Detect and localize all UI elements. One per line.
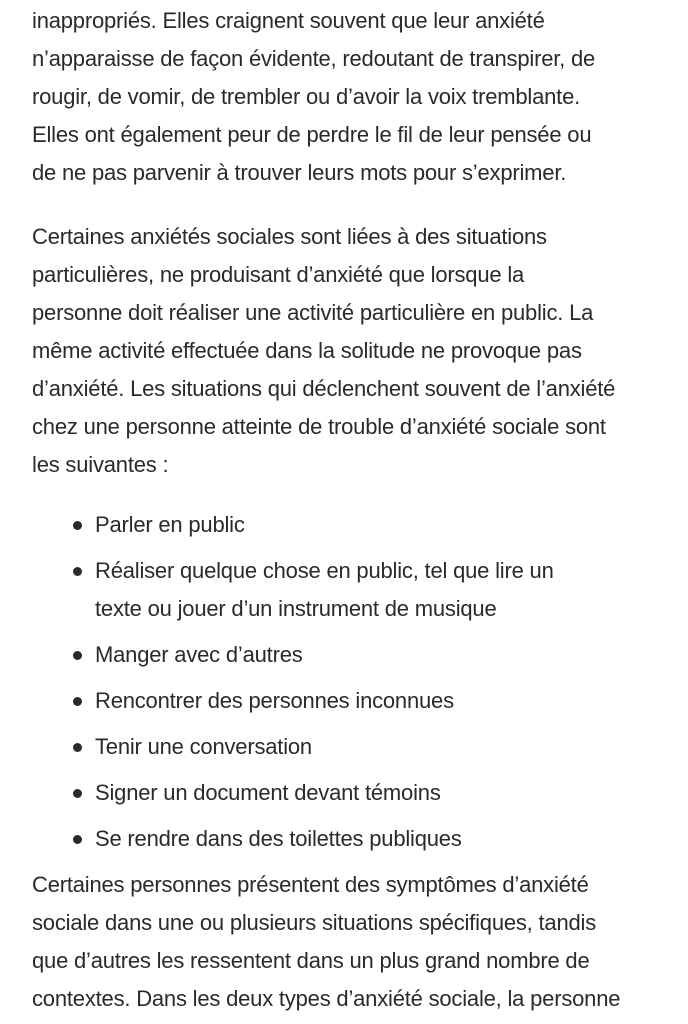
list-item [32, 552, 554, 628]
list-item [32, 820, 554, 858]
bullet-icon [73, 521, 82, 530]
text-line: Certaines anxiétés sociales sont liées à des situations [32, 224, 547, 249]
bullet-icon [73, 789, 82, 798]
list-item [32, 682, 554, 720]
list-item-text: Rencontrer des personnes inconnues [95, 688, 454, 713]
text-line: que d’autres les ressentent dans un plus grand nombre de [32, 948, 590, 973]
list-item-text: Réaliser quelque chose en public, tel que lire un [95, 558, 554, 583]
text-line: personne doit réaliser une activité particulière en public. La [32, 300, 594, 325]
list-item [32, 774, 554, 812]
text-line: chez une personne atteinte de trouble d’anxiété sociale sont [32, 414, 606, 439]
paragraph-fear-of-symptoms [32, 2, 595, 192]
list-item-text: Signer un document devant témoins [95, 780, 441, 805]
text-line: contextes. Dans les deux types d’anxiété sociale, la personne [32, 986, 621, 1011]
text-line: n’apparaisse de façon évidente, redoutant de transpirer, de [32, 46, 596, 71]
text-line: inappropriés. Elles craignent souvent que leur anxiété [32, 8, 545, 33]
text-line: Elles ont également peur de perdre le fil de leur pensée ou [32, 122, 592, 147]
list-item-text: Se rendre dans des toilettes publiques [95, 826, 462, 851]
list-item-text: texte ou jouer d’un instrument de musique [95, 596, 497, 621]
text-line: rougir, de vomir, de trembler ou d’avoir la voix tremblante. [32, 84, 581, 109]
list-item-text: Tenir une conversation [95, 734, 312, 759]
text-line: Certaines personnes présentent des symptômes d’anxiété [32, 872, 589, 897]
text-line: sociale dans une ou plusieurs situations spécifiques, tandis [32, 910, 597, 935]
list-item [32, 728, 554, 766]
bullet-icon [73, 743, 82, 752]
situations-list [32, 506, 554, 866]
text-line: les suivantes : [32, 452, 169, 477]
bullet-icon [73, 567, 82, 576]
bullet-icon [73, 835, 82, 844]
paragraph-specific-situations [32, 218, 615, 484]
list-item [32, 506, 554, 544]
text-line: de ne pas parvenir à trouver leurs mots pour s’exprimer. [32, 160, 567, 185]
list-item [32, 636, 554, 674]
text-line: particulières, ne produisant d’anxiété que lorsque la [32, 262, 525, 287]
bullet-icon [73, 697, 82, 706]
list-item-text: Manger avec d’autres [95, 642, 303, 667]
paragraph-symptom-scope [32, 866, 620, 1018]
text-line: d’anxiété. Les situations qui déclenchent souvent de l’anxiété [32, 376, 616, 401]
bullet-icon [73, 651, 82, 660]
text-line: même activité effectuée dans la solitude ne provoque pas [32, 338, 582, 363]
list-item-text: Parler en public [95, 512, 245, 537]
